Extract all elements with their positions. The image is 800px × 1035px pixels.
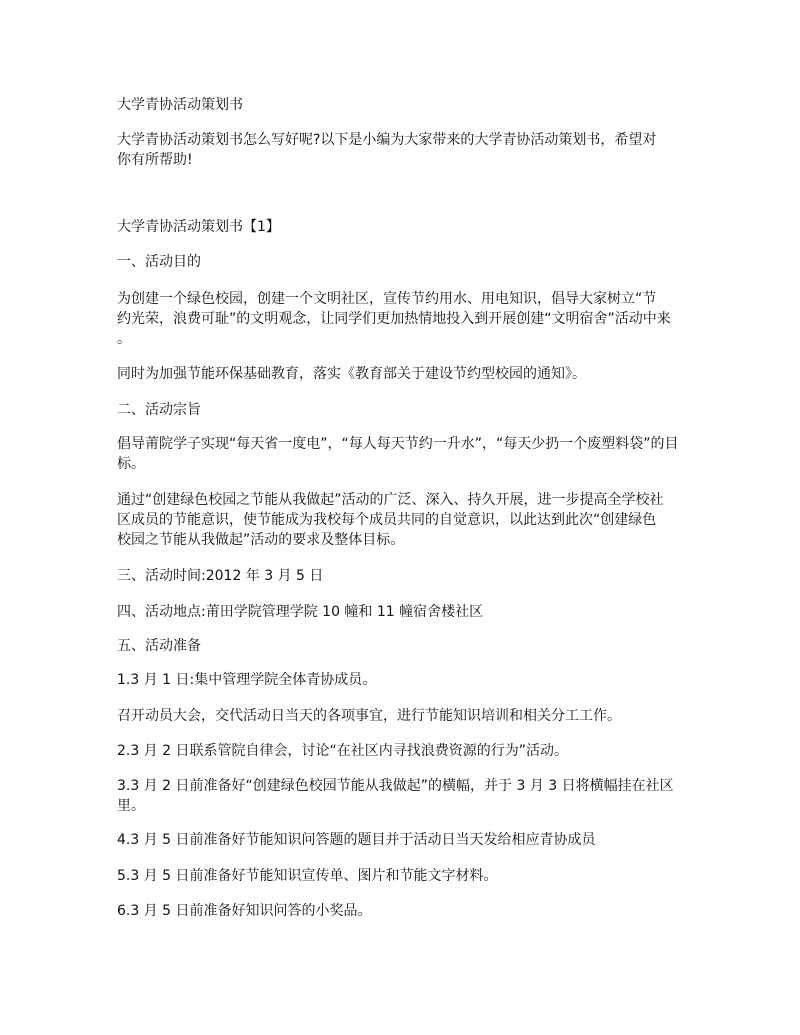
tenet-line-1: 倡导莆院学子实现“每天省一度电”，“每人每天节约一升水”，“每天少扔一个废塑料袋”的目 xyxy=(117,436,679,452)
heading-time: 三、活动时间:2012 年 3 月 5 日 xyxy=(117,568,324,584)
document-title: 大学青协活动策划书 xyxy=(117,97,243,113)
tenet-p2-line-3: 校园之节能从我做起”活动的要求及整体目标。 xyxy=(117,532,405,548)
prep-item-1: 1.3 月 1 日:集中管理学院全体青协成员。 xyxy=(117,672,377,688)
prep-item-2: 2.3 月 2 日联系管院自律会，讨论“在社区内寻找浪费资源的行为”活动。 xyxy=(117,743,569,759)
purpose-line-2: 约光荣，浪费可耻”的文明观念，让同学们更加热情地投入到开展创建“文明宿舍”活动中来 xyxy=(117,311,671,327)
intro-paragraph xyxy=(117,130,687,170)
heading-purpose: 一、活动目的 xyxy=(117,254,201,270)
heading-tenet: 二、活动宗旨 xyxy=(117,402,201,418)
prep-item-4: 4.3 月 5 日前准备好节能知识问答题的题目并于活动日当天发给相应青协成员 xyxy=(117,832,596,848)
tenet-p2-line-2: 区成员的节能意识，使节能成为我校每个成员共同的自觉意识，以此达到此次“创建绿色 xyxy=(117,512,657,528)
heading-location: 四、活动地点:莆田学院管理学院 10 幢和 11 幢宿舍楼社区 xyxy=(117,604,484,620)
heading-preparation: 五、活动准备 xyxy=(117,638,201,654)
tenet-paragraph xyxy=(117,434,687,474)
prep-item-1-detail: 召开动员大会，交代活动日当天的各项事宜，进行节能知识培训和相关分工工作。 xyxy=(117,708,621,724)
intro-line-1: 大学青协活动策划书怎么写好呢?以下是小编为大家带来的大学青协活动策划书，希望对 xyxy=(117,132,657,148)
prep-item-3-line-1: 3.3 月 2 日前准备好“创建绿色校园节能从我做起”的横幅，并于 3 月 3 日将横幅挂在社区 xyxy=(117,778,674,794)
purpose-line-1: 为创建一个绿色校园，创建一个文明社区，宣传节约用水、用电知识，倡导大家树立“节 xyxy=(117,291,657,307)
prep-item-3 xyxy=(117,776,687,816)
intro-line-2: 你有所帮助! xyxy=(117,152,193,168)
tenet-line-2: 标。 xyxy=(117,456,145,472)
tenet-p2-line-1: 通过“创建绿色校园之节能从我做起”活动的广泛、深入、持久开展，进一步提高全学校社 xyxy=(117,492,664,508)
purpose-line-3: 。 xyxy=(117,331,131,347)
purpose-paragraph xyxy=(117,289,687,349)
purpose-paragraph-2: 同时为加强节能环保基础教育，落实《教育部关于建设节约型校园的通知》。 xyxy=(117,366,586,382)
section-title: 大学青协活动策划书【1】 xyxy=(117,219,280,235)
prep-item-6: 6.3 月 5 日前准备好知识问答的小奖品。 xyxy=(117,903,372,919)
prep-item-5: 5.3 月 5 日前准备好节能知识宣传单、图片和节能文字材料。 xyxy=(117,868,498,884)
tenet-paragraph-2 xyxy=(117,490,687,550)
prep-item-3-line-2: 里。 xyxy=(117,798,145,814)
